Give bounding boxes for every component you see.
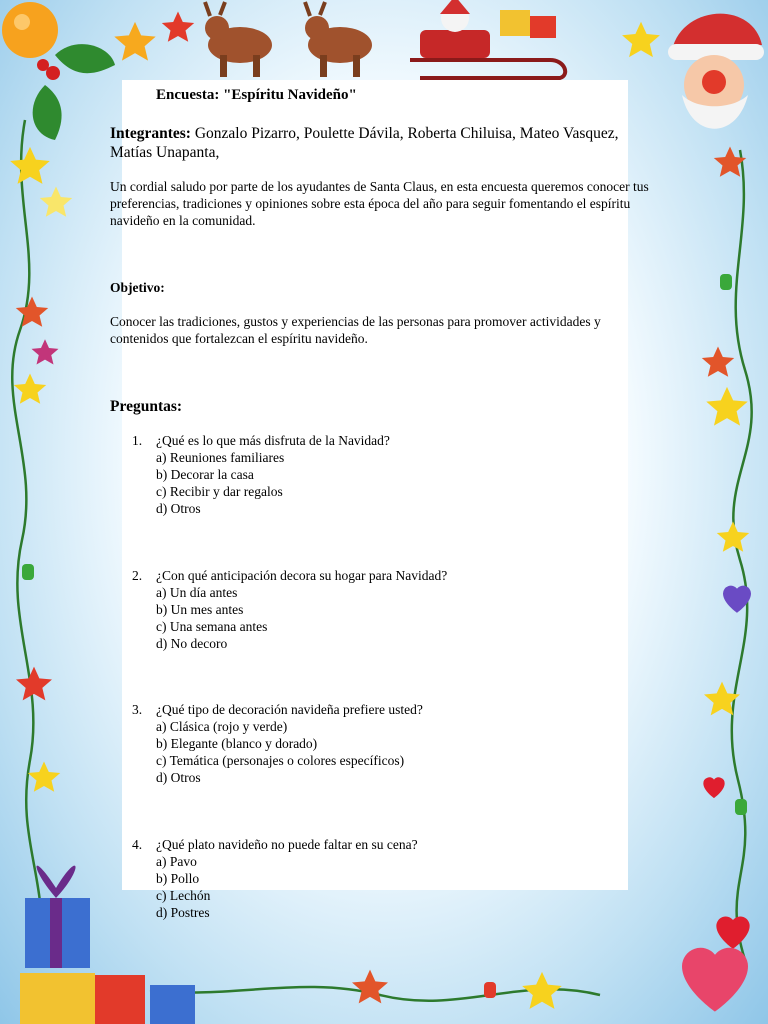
question-number: 2. — [132, 568, 143, 583]
answer-option: b) Un mes antes — [156, 602, 244, 617]
answer-option: c) Lechón — [156, 888, 211, 903]
answer-option: c) Temática (personajes o colores específicos) — [156, 753, 405, 768]
answer-option: a) Clásica (rojo y verde) — [156, 719, 288, 734]
answer-option: d) Postres — [156, 905, 210, 920]
answer-option: d) Otros — [156, 770, 201, 785]
members-label: Integrantes: — [110, 125, 191, 142]
survey-title: Encuesta: "Espíritu Navideño" — [156, 87, 357, 103]
question-number: 1. — [132, 433, 143, 448]
questions-heading: Preguntas: — [110, 398, 183, 415]
answer-option: d) No decoro — [156, 636, 228, 651]
question-text: ¿Qué plato navideño no puede faltar en su cena? — [156, 837, 418, 852]
intro-paragraph: Un cordial saludo por parte de los ayudantes de Santa Claus, en esta encuesta queremos conocer tus preferencias, tradiciones y opiniones sobre esta época del año para seguir fomentando el espíritu navideño en la comunidad. — [110, 179, 649, 228]
objective-text: Conocer las tradiciones, gustos y experiencias de las personas para promover actividades y contenidos que fortalezcan el espíritu navideño. — [110, 314, 601, 346]
question-text: ¿Qué es lo que más disfruta de la Navidad? — [156, 433, 390, 448]
answer-option: a) Reuniones familiares — [156, 450, 285, 465]
answer-option: b) Elegante (blanco y dorado) — [156, 736, 318, 751]
answer-option: d) Otros — [156, 501, 201, 516]
question-text: ¿Qué tipo de decoración navideña prefiere usted? — [156, 702, 423, 717]
answer-option: b) Pollo — [156, 871, 200, 886]
answer-option: c) Recibir y dar regalos — [156, 484, 283, 499]
answer-option: c) Una semana antes — [156, 619, 268, 634]
question-text: ¿Con qué anticipación decora su hogar para Navidad? — [156, 568, 448, 583]
question-number: 4. — [132, 837, 143, 852]
answer-option: a) Un día antes — [156, 585, 238, 600]
answer-option: b) Decorar la casa — [156, 467, 254, 482]
objective-heading: Objetivo: — [110, 280, 165, 295]
question-number: 3. — [132, 702, 143, 717]
members-names: Gonzalo Pizarro, Poulette Dávila, Roberta Chiluisa, Mateo Vasquez, Matías Unapanta, — [110, 125, 619, 161]
members-line — [110, 124, 630, 162]
answer-option: a) Pavo — [156, 854, 197, 869]
